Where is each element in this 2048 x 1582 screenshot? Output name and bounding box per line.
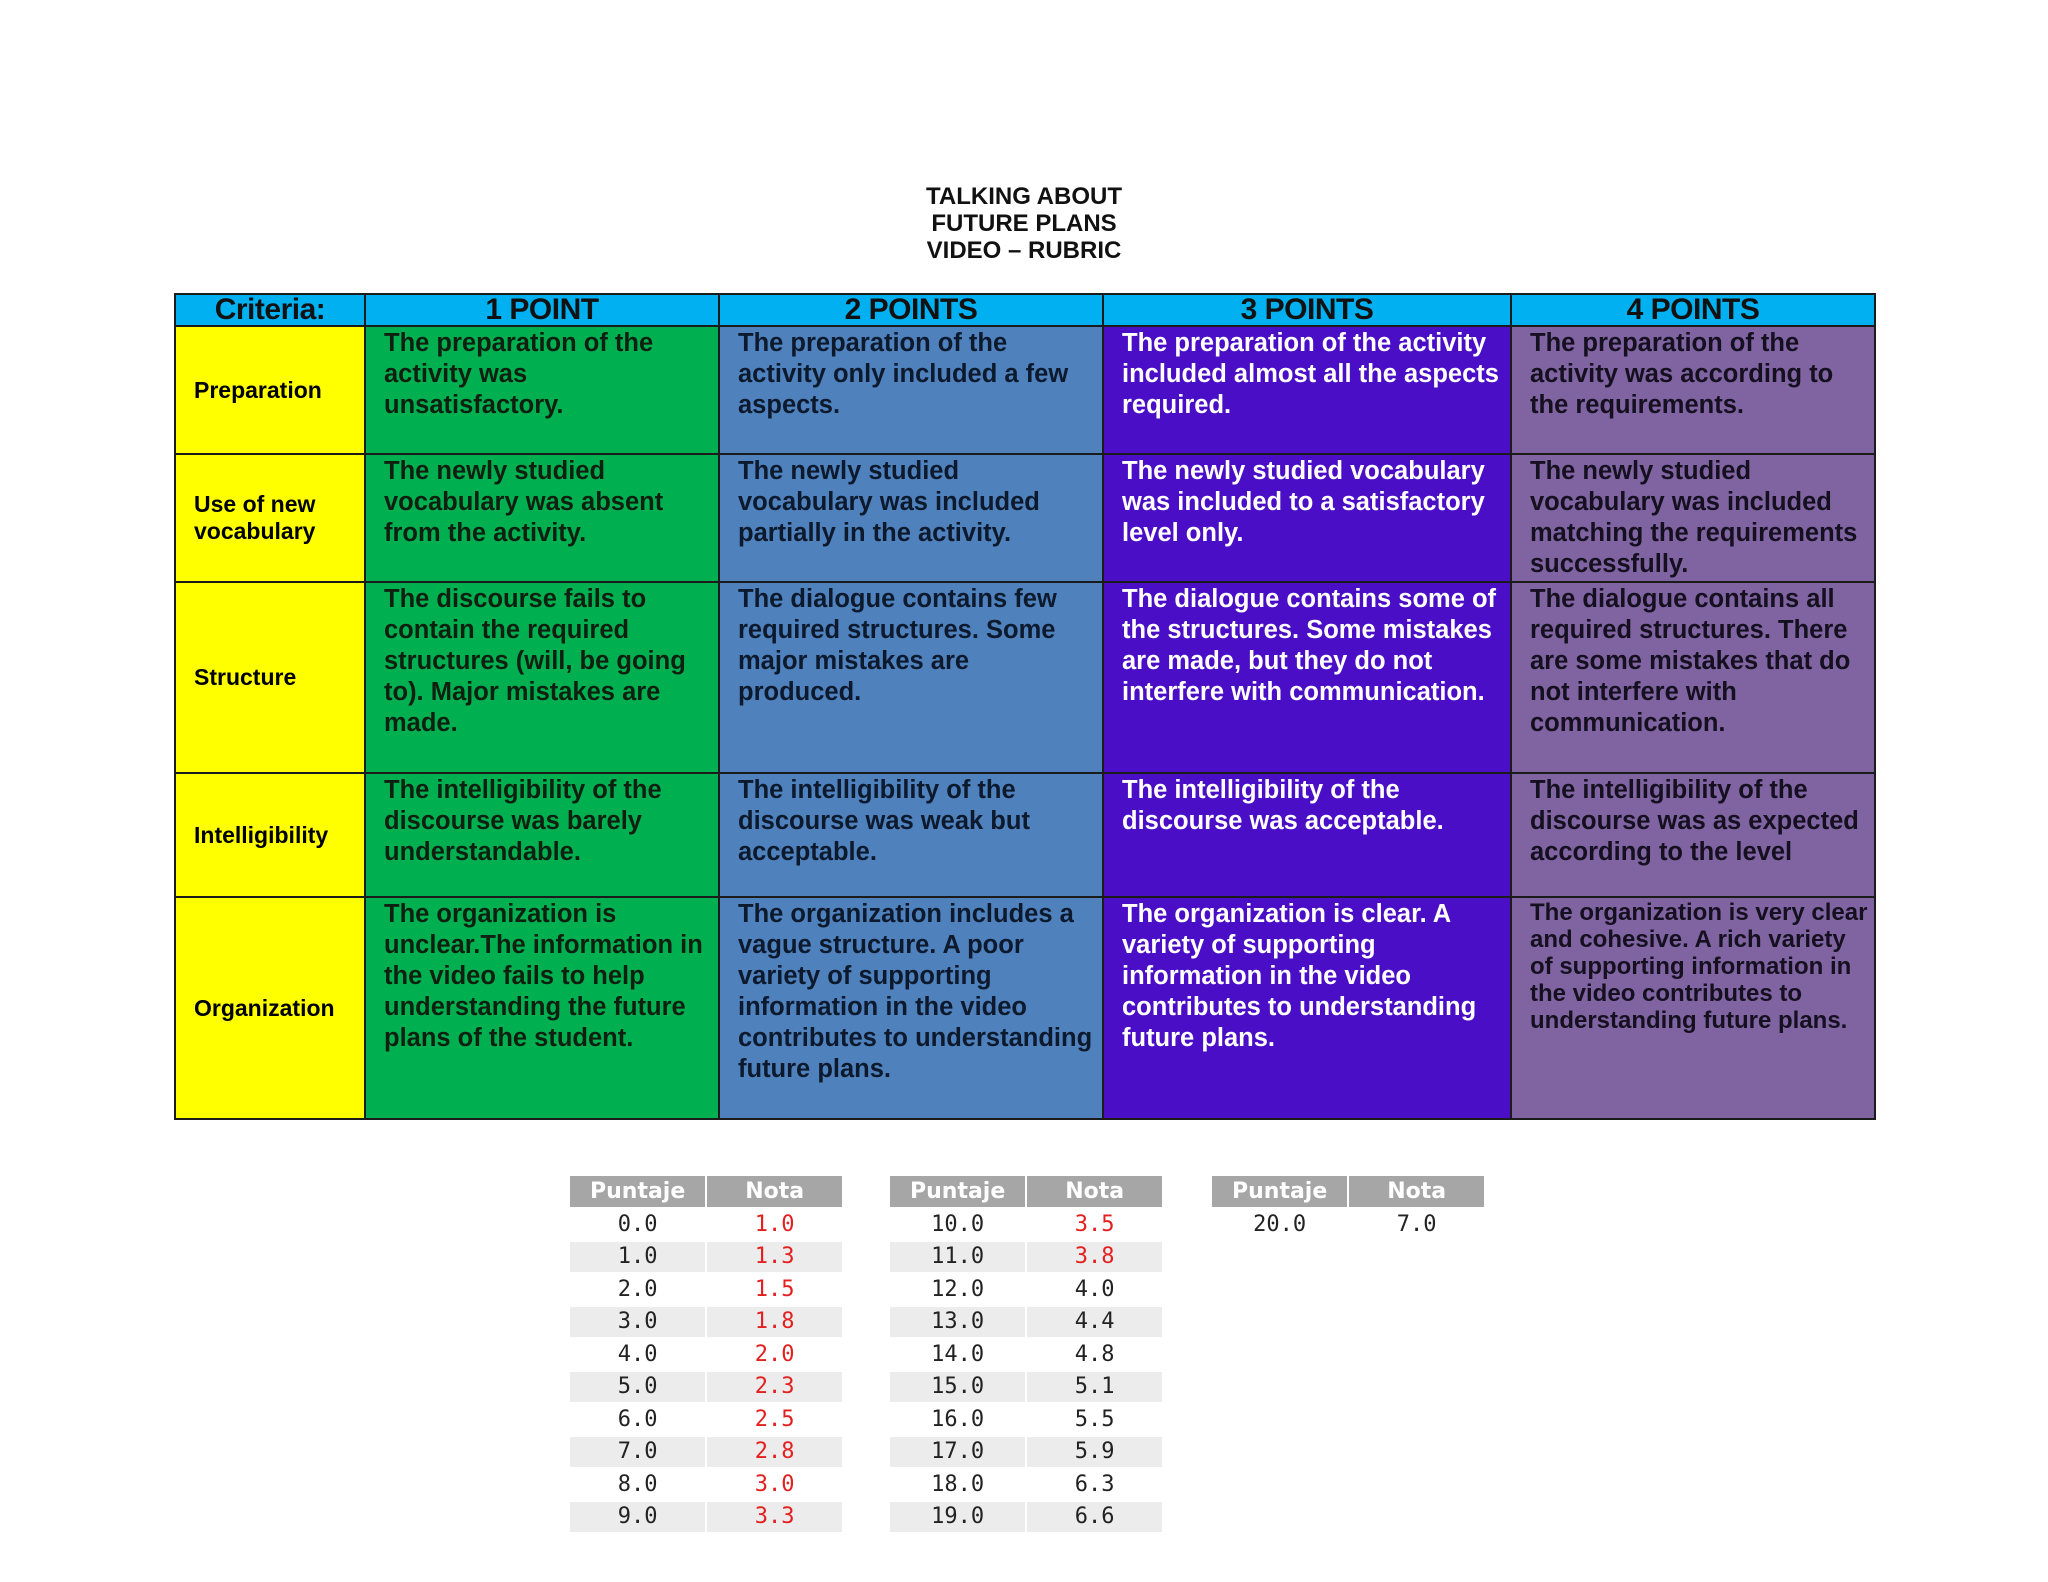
rubric-cell: The dialogue contains few required structures. Some major mistakes are produced.: [719, 582, 1103, 773]
rubric-cell: The intelligibility of the discourse was as expected according to the level: [1511, 773, 1875, 897]
rubric-row-intelligibility: [175, 773, 1875, 897]
puntaje-value: 4.0: [617, 1341, 658, 1367]
puntaje-value: 10.0: [931, 1211, 985, 1237]
criterion-label: Use of new vocabulary: [175, 454, 365, 582]
rubric-cell: The preparation of the activity included almost all the aspects required.: [1103, 326, 1511, 454]
score-row: [890, 1469, 1162, 1500]
title-line-2: FUTURE PLANS: [931, 210, 1117, 237]
nota-value: 4.8: [1074, 1341, 1115, 1367]
rubric-cell: The preparation of the activity was according to the requirements.: [1511, 326, 1875, 454]
nota-value: 4.4: [1027, 1307, 1162, 1338]
score-row: [570, 1274, 842, 1305]
rubric-header-row: [175, 294, 1875, 326]
nota-value: 3.8: [1027, 1242, 1162, 1273]
document-title: [0, 183, 2048, 264]
puntaje-header: Puntaje: [890, 1176, 1025, 1207]
header-4-points: 4 POINTS: [1511, 294, 1875, 326]
title-line-3: VIDEO – RUBRIC: [926, 237, 1122, 264]
rubric-cell: The organization is clear. A variety of supporting information in the video contributes to understanding future plans.: [1103, 897, 1511, 1119]
nota-value: 3.0: [754, 1471, 795, 1497]
nota-value: 5.5: [1074, 1406, 1115, 1432]
score-table-3: [1210, 1174, 1486, 1242]
rubric-cell: The dialogue contains all required structures. There are some mistakes that do not interfere with communication.: [1511, 582, 1875, 773]
puntaje-value: 8.0: [617, 1471, 658, 1497]
puntaje-value: 20.0: [1253, 1211, 1307, 1237]
rubric-cell: The intelligibility of the discourse was weak but acceptable.: [719, 773, 1103, 897]
nota-header: Nota: [1027, 1176, 1162, 1207]
title-line-1: TALKING ABOUT: [926, 183, 1122, 210]
rubric-row-preparation: [175, 326, 1875, 454]
score-row: [570, 1339, 842, 1370]
score-row: [570, 1502, 842, 1533]
nota-value: 2.3: [707, 1372, 842, 1403]
nota-value: 5.1: [1027, 1372, 1162, 1403]
nota-value: 1.5: [754, 1276, 795, 1302]
rubric-row-organization: [175, 897, 1875, 1119]
rubric-cell: The preparation of the activity was unsatisfactory.: [365, 326, 719, 454]
rubric-cell: The intelligibility of the discourse was barely understandable.: [365, 773, 719, 897]
rubric-cell: The newly studied vocabulary was included matching the requirements successfully.: [1511, 454, 1875, 582]
rubric-cell: The organization is unclear.The information in the video fails to help understanding the future plans of the student.: [365, 897, 719, 1119]
rubric-cell: The newly studied vocabulary was included partially in the activity.: [719, 454, 1103, 582]
puntaje-value: 6.0: [617, 1406, 658, 1432]
puntaje-value: 7.0: [570, 1437, 705, 1468]
criterion-label: Preparation: [175, 326, 365, 454]
nota-value: 5.9: [1027, 1437, 1162, 1468]
rubric-cell: The dialogue contains some of the structures. Some mistakes are made, but they do not interfere with communication.: [1103, 582, 1511, 773]
score-row: [570, 1242, 842, 1273]
puntaje-value: 9.0: [570, 1502, 705, 1533]
puntaje-value: 18.0: [931, 1471, 985, 1497]
puntaje-value: 2.0: [617, 1276, 658, 1302]
score-row: [570, 1307, 842, 1338]
score-row: [890, 1209, 1162, 1240]
score-row: [890, 1242, 1162, 1273]
rubric-cell: The newly studied vocabulary was absent from the activity.: [365, 454, 719, 582]
rubric-row-vocabulary: [175, 454, 1875, 582]
rubric-cell: The intelligibility of the discourse was acceptable.: [1103, 773, 1511, 897]
header-1-point: 1 POINT: [365, 294, 719, 326]
puntaje-value: 12.0: [931, 1276, 985, 1302]
rubric-row-structure: [175, 582, 1875, 773]
header-criteria: Criteria:: [175, 294, 365, 326]
nota-value: 6.3: [1074, 1471, 1115, 1497]
nota-value: 3.3: [707, 1502, 842, 1533]
score-row: [890, 1437, 1162, 1468]
puntaje-value: 17.0: [890, 1437, 1025, 1468]
puntaje-value: 0.0: [617, 1211, 658, 1237]
puntaje-value: 5.0: [570, 1372, 705, 1403]
score-header-row: [570, 1176, 842, 1207]
score-row: [570, 1372, 842, 1403]
score-table-1: [568, 1174, 844, 1534]
score-row: [890, 1339, 1162, 1370]
nota-value: 2.8: [707, 1437, 842, 1468]
score-header-row: [890, 1176, 1162, 1207]
nota-value: 7.0: [1396, 1211, 1437, 1237]
header-3-points: 3 POINTS: [1103, 294, 1511, 326]
criterion-label: Structure: [175, 582, 365, 773]
puntaje-value: 16.0: [931, 1406, 985, 1432]
score-row: [570, 1404, 842, 1435]
score-row: [890, 1404, 1162, 1435]
puntaje-value: 3.0: [570, 1307, 705, 1338]
criterion-label: Organization: [175, 897, 365, 1119]
puntaje-value: 14.0: [931, 1341, 985, 1367]
puntaje-header: Puntaje: [1212, 1176, 1347, 1207]
nota-header: Nota: [707, 1176, 842, 1207]
puntaje-value: 11.0: [890, 1242, 1025, 1273]
rubric-cell: The organization includes a vague structure. A poor variety of supporting information in the video contributes to understanding future plans.: [719, 897, 1103, 1119]
nota-value: 1.8: [707, 1307, 842, 1338]
puntaje-value: 1.0: [570, 1242, 705, 1273]
criterion-label: Intelligibility: [175, 773, 365, 897]
rubric-cell: The newly studied vocabulary was included to a satisfactory level only.: [1103, 454, 1511, 582]
nota-value: 1.3: [707, 1242, 842, 1273]
nota-value: 4.0: [1074, 1276, 1115, 1302]
rubric-cell: The preparation of the activity only included a few aspects.: [719, 326, 1103, 454]
rubric-cell: The discourse fails to contain the required structures (will, be going to). Major mistakes are made.: [365, 582, 719, 773]
puntaje-value: 19.0: [890, 1502, 1025, 1533]
score-row: [890, 1372, 1162, 1403]
nota-value: 6.6: [1027, 1502, 1162, 1533]
nota-header: Nota: [1349, 1176, 1484, 1207]
score-row: [890, 1274, 1162, 1305]
nota-value: 3.5: [1074, 1211, 1115, 1237]
puntaje-header: Puntaje: [570, 1176, 705, 1207]
rubric-cell: The organization is very clear and cohesive. A rich variety of supporting information in the video contributes to understanding future plans.: [1511, 897, 1875, 1119]
score-table-2: [888, 1174, 1164, 1534]
score-row: [890, 1502, 1162, 1533]
puntaje-value: 15.0: [890, 1372, 1025, 1403]
header-2-points: 2 POINTS: [719, 294, 1103, 326]
score-row: [890, 1307, 1162, 1338]
score-row: [570, 1209, 842, 1240]
score-row: [570, 1437, 842, 1468]
puntaje-value: 13.0: [890, 1307, 1025, 1338]
score-header-row: [1212, 1176, 1484, 1207]
nota-value: 2.0: [754, 1341, 795, 1367]
score-row: [570, 1469, 842, 1500]
score-row: [1212, 1209, 1484, 1240]
rubric-table: [174, 293, 1876, 1120]
nota-value: 1.0: [754, 1211, 795, 1237]
nota-value: 2.5: [754, 1406, 795, 1432]
